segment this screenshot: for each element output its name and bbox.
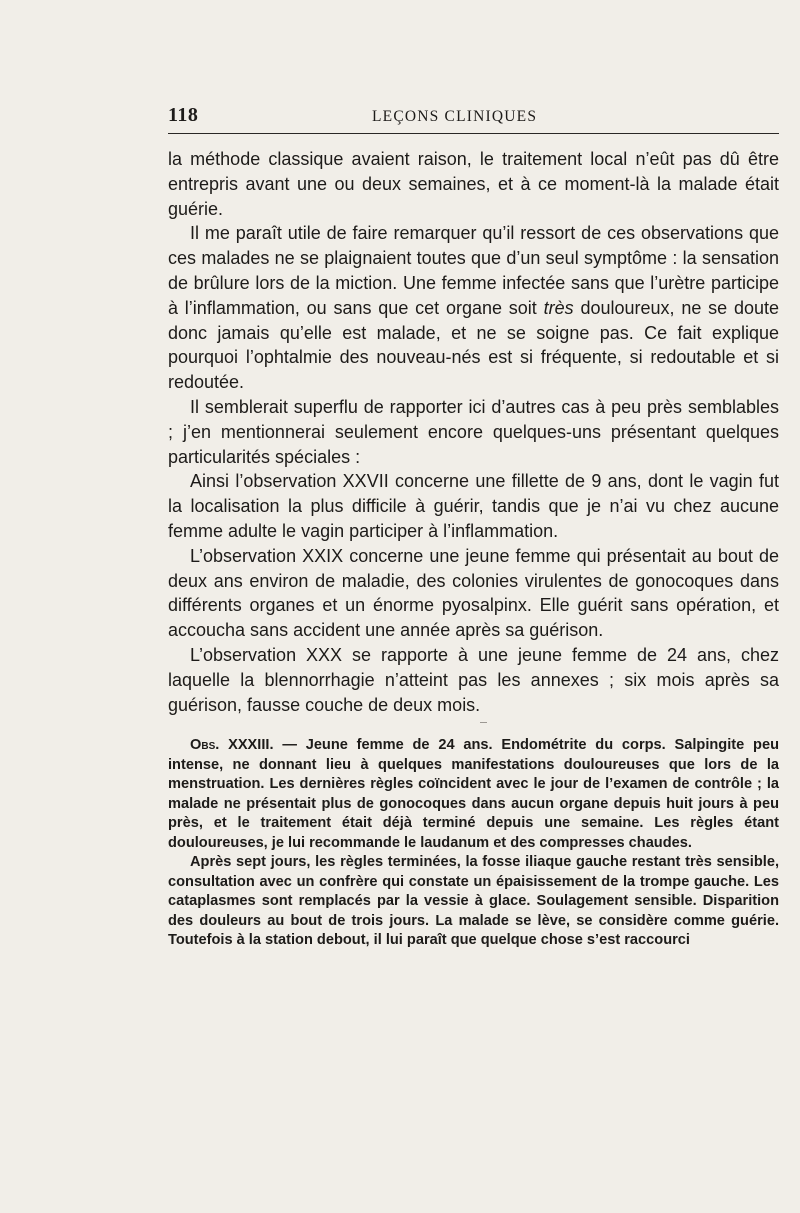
page-header <box>168 100 779 126</box>
header-rule <box>168 133 779 134</box>
paragraph-4: Ainsi l’observation XXVII concerne une fillette de 9 ans, dont le vagin fut la localisation la plus difficile à guérir, tandis que je n’ai vu chez aucune femme adulte le vagin participer à l’inflammation. <box>168 471 779 541</box>
note-paragraph-1 <box>168 736 779 853</box>
note-paragraph-1-text: — Jeune femme de 24 ans. Endométrite du corps. Salpingite peu intense, ne donnant lieu à quelques manifestations douloureuses que lors de la menstruation. Les dernières règles coïncident avec le jour de l’examen de contrôle ; la malade ne présentait plus de gonocoques dans aucun organe depuis huit jours à peu près, et le traitement était déjà terminé depuis une semaine. Les règles étant douloureuses, je lui recommande le laudanum et des compresses chaudes. <box>168 737 779 851</box>
paragraph-6: L’observation XXX se rapporte à une jeune femme de 24 ans, chez laquelle la blennorrhagie n’atteint pas les annexes ; six mois après sa guérison, fausse couche de deux mois. <box>168 644 779 715</box>
paragraph-2 <box>168 221 779 395</box>
main-text <box>168 147 779 717</box>
note-paragraph-2: Après sept jours, les règles terminées, la fosse iliaque gauche restant très sensible, consultation avec un confrère qui constate un épaisissement de la trompe gauche. Les cataplasmes sont remplacés par la vessie à glace. Soulagement sensible. Disparition des douleurs au bout de trois jours. La malade se lève, se considère comme guérie. Toutefois à la station debout, il lui paraît que quelque chose s’est raccourci <box>168 854 779 948</box>
paragraph-1: la méthode classique avaient raison, le traitement local n’eût pas dû être entrepris avant une ou deux semaines, et à ce moment-là la malade était guérie. <box>168 149 779 219</box>
paragraph-5: L’observation XXIX concerne une jeune femme qui présentait au bout de deux ans environ de maladie, des colonies virulentes de gonocoques dans différents organes et un énorme pyosalpinx. Elle guérit sans opération, et accoucha sans accident une année après sa guérison. <box>168 545 779 641</box>
paragraph-2-part-2: douloureux, ne se doute donc jamais qu’elle est malade, et ne se soigne pas. Ce fait explique pourquoi l’ophtalmie des nouveau-nés est si fréquente, si redoutable et si redoutée. <box>168 297 780 393</box>
running-title: LEÇONS CLINIQUES <box>372 108 538 125</box>
paragraph-2-italic: très <box>543 297 574 318</box>
section-separator <box>480 722 487 723</box>
page-number: 118 <box>168 104 199 126</box>
paragraph-3: Il semblerait superflu de rapporter ici d’autres cas à peu près semblables ; j’en mentionnerai seulement encore quelques-uns présentant quelques particularités spéciales : <box>168 396 779 467</box>
observation-note <box>168 736 779 951</box>
paragraph-2-part-1: Il me paraît utile de faire remarquer qu’il ressort de ces observations que ces malades ne se plaignaient toutes que d’un seul symptôme : la sensation de brûlure lors de la miction. Une femme infectée sans que l’urètre participe à l’inflammation, ou sans que cet organe soit <box>168 223 779 318</box>
observation-label: Obs. XXXIII. <box>190 737 274 753</box>
